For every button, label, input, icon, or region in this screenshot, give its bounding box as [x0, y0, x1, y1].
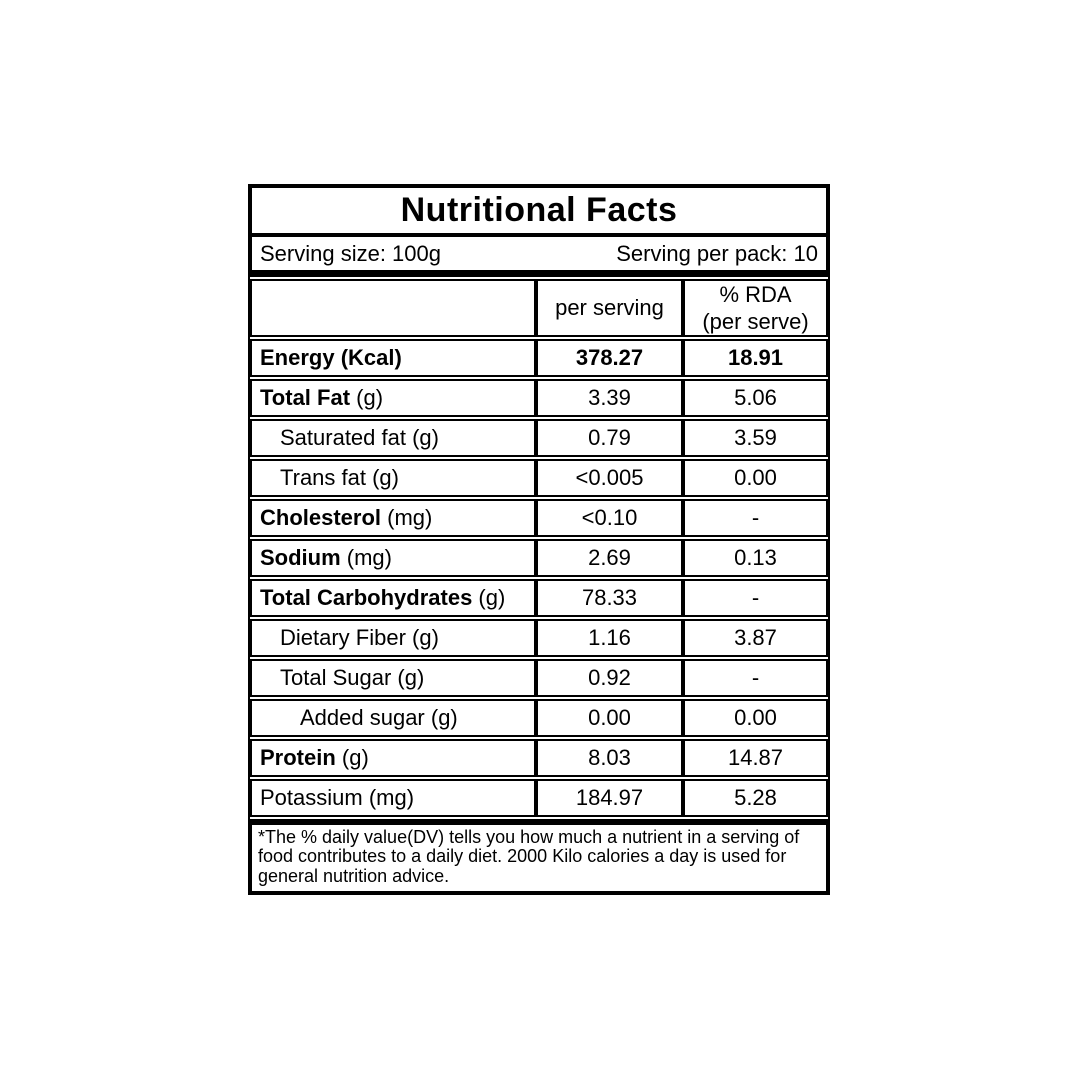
rda-value: 0.13 [683, 539, 828, 577]
per-serving-value: 0.00 [536, 699, 683, 737]
rda-header-line2: (per serve) [702, 309, 809, 334]
nutrient-row [250, 659, 828, 697]
column-header-row [250, 279, 828, 337]
nutrient-row [250, 779, 828, 817]
nutrient-label-cell [250, 339, 536, 377]
nutrient-row [250, 339, 828, 377]
nutrient-row [250, 619, 828, 657]
per-serving-value: 378.27 [536, 339, 683, 377]
serving-info-row [250, 235, 828, 272]
nutrient-row [250, 579, 828, 617]
nutrient-label-cell [250, 699, 536, 737]
rda-value: 0.00 [683, 699, 828, 737]
per-serving-value: 0.79 [536, 419, 683, 457]
nutrient-name: Total Carbohydrates [260, 585, 473, 610]
nutrient-name: Total Sugar (g) [280, 665, 425, 690]
nutrient-row [250, 379, 828, 417]
rda-value: - [683, 499, 828, 537]
nutrition-facts-table [248, 184, 830, 895]
nutrient-row [250, 699, 828, 737]
rda-header-line1: % RDA [719, 281, 792, 307]
rda-value: 5.06 [683, 379, 828, 417]
per-serving-value: 2.69 [536, 539, 683, 577]
column-header-empty [250, 279, 536, 337]
nutrient-label-cell [250, 419, 536, 457]
rda-value: 5.28 [683, 779, 828, 817]
rda-value: 14.87 [683, 739, 828, 777]
nutrient-label-cell [250, 499, 536, 537]
nutrient-unit: (g) [472, 585, 506, 610]
nutrient-label-cell [250, 659, 536, 697]
nutrient-unit: (mg) [340, 545, 392, 570]
nutrient-unit: (g) [350, 385, 384, 410]
per-serving-value: 8.03 [536, 739, 683, 777]
footnote-text: *The % daily value(DV) tells you how much a nutrient in a serving of food contributes to a daily diet. 2000 Kilo calories a day is used for general nutrition advice. [258, 827, 800, 886]
nutrient-row [250, 499, 828, 537]
nutrient-label-cell [250, 579, 536, 617]
nutrient-name: Protein [260, 745, 336, 770]
rda-value: 3.87 [683, 619, 828, 657]
nutrient-name: Energy (Kcal) [260, 345, 402, 370]
nutrient-name: Total Fat [260, 385, 351, 410]
rda-value: 3.59 [683, 419, 828, 457]
nutrient-name: Saturated fat (g) [280, 425, 439, 450]
serving-per-pack-label: Serving per pack: 10 [616, 240, 818, 266]
per-serving-value: 184.97 [536, 779, 683, 817]
nutrient-label-cell [250, 619, 536, 657]
nutrient-unit: (mg) [381, 505, 433, 530]
per-serving-value: <0.005 [536, 459, 683, 497]
footnote [250, 823, 828, 893]
column-header-per-serving: per serving [536, 279, 683, 337]
column-header-rda [683, 279, 828, 337]
nutrient-unit: (g) [335, 745, 369, 770]
nutrient-row [250, 539, 828, 577]
serving-size-label: Serving size: 100g [260, 240, 441, 266]
nutrient-name: Added sugar (g) [300, 705, 458, 730]
nutrient-name: Potassium (mg) [260, 785, 415, 810]
nutrient-name: Trans fat (g) [280, 465, 399, 490]
nutrient-row [250, 459, 828, 497]
rda-value: 18.91 [683, 339, 828, 377]
nutrient-label-cell [250, 379, 536, 417]
nutrient-rows [250, 339, 828, 817]
per-serving-value: 1.16 [536, 619, 683, 657]
per-serving-value: <0.10 [536, 499, 683, 537]
rda-value: - [683, 579, 828, 617]
nutrient-name: Cholesterol [260, 505, 382, 530]
nutrient-label-cell [250, 739, 536, 777]
nutrient-name: Dietary Fiber (g) [280, 625, 439, 650]
rda-value: 0.00 [683, 459, 828, 497]
per-serving-value: 78.33 [536, 579, 683, 617]
per-serving-value: 0.92 [536, 659, 683, 697]
nutrient-name: Sodium [260, 545, 341, 570]
nutrient-label-cell [250, 459, 536, 497]
nutrient-row [250, 419, 828, 457]
table-title [250, 186, 828, 235]
nutrient-label-cell [250, 779, 536, 817]
nutrient-label-cell [250, 539, 536, 577]
per-serving-value: 3.39 [536, 379, 683, 417]
nutrient-row [250, 739, 828, 777]
table-title-text: Nutritional Facts [400, 191, 678, 229]
top-separator-bar [250, 272, 828, 277]
rda-value: - [683, 659, 828, 697]
